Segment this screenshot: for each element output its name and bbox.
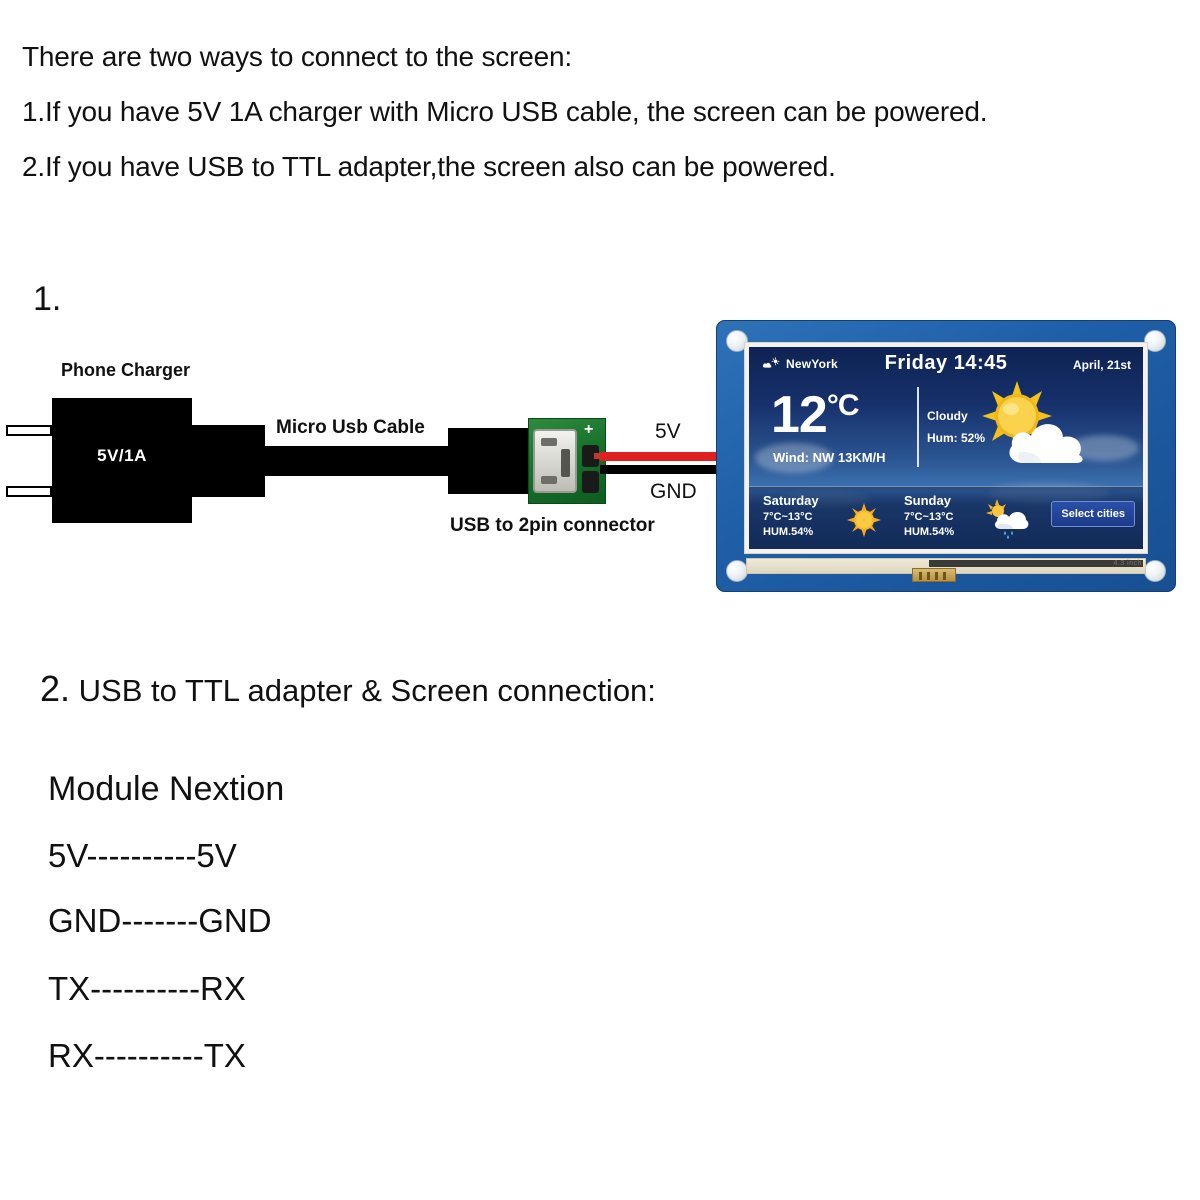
sun-behind-cloud-icon [971, 379, 1099, 475]
forecast-saturday [763, 493, 819, 538]
usb-to-2pin-connector-label: USB to 2pin connector [450, 515, 655, 536]
lcd-condition-text: Cloudy [927, 409, 968, 423]
charger-prong-top [6, 425, 52, 436]
micro-usb-cable-plug [448, 428, 536, 494]
lcd-day-time: Friday 14:45 [884, 352, 1008, 374]
pin-table-header: Module Nextion [48, 770, 285, 808]
mounting-hole-bottom-left [726, 560, 748, 582]
section-2-heading [40, 668, 656, 710]
lcd-current-temperature [771, 386, 859, 444]
micro-usb-cable-run [262, 446, 452, 476]
pin-mapping-row: GND-------GND [48, 902, 272, 939]
sun-icon [847, 503, 881, 537]
nextion-display-board [716, 320, 1176, 592]
mounting-hole-bottom-right [1144, 560, 1166, 582]
charger-rating-label: 5V/1A [97, 446, 147, 465]
intro-line-option-2: 2.If you have USB to TTL adapter,the screen also can be powered. [22, 151, 836, 182]
pin-mapping-row: TX----------RX [48, 970, 246, 1007]
wire-gnd-label: GND [650, 480, 697, 503]
lcd-city-name: NewYork [786, 357, 838, 371]
wire-5v-label: 5V [655, 420, 681, 443]
forecast-day-name: Sunday [904, 493, 951, 508]
charger-output-neck [190, 425, 265, 497]
pcb-polarity-plus-label: + [584, 421, 594, 438]
intro-line-heading: There are two ways to connect to the screen: [22, 41, 572, 72]
micro-usb-port-slot [561, 449, 570, 477]
forecast-day-name: Saturday [763, 493, 819, 508]
micro-usb-port-icon [533, 429, 577, 493]
pin-mapping-row: RX----------TX [48, 1037, 246, 1074]
pcb-pin-positive [582, 445, 599, 467]
sun-cloud-rain-icon [986, 499, 1030, 539]
board-size-code: 4.3 inch [1113, 560, 1142, 567]
lcd-humidity-text: Hum: 52% [927, 431, 986, 445]
ribbon-cable-connector [912, 568, 956, 582]
lcd-weather-screen [749, 347, 1143, 549]
lcd-forecast-strip [749, 486, 1143, 549]
lcd-date: April, 21st [1072, 358, 1131, 372]
forecast-temp-range: 7°C~13°C [904, 511, 954, 523]
lcd-temperature-unit: °C [826, 389, 859, 422]
section-1-number: 1. [33, 280, 62, 318]
lcd-bezel [744, 342, 1148, 554]
forecast-humidity: HUM.54% [763, 526, 814, 538]
phone-charger-label: Phone Charger [61, 360, 191, 380]
charger-prong-bottom [6, 486, 52, 497]
micro-usb-cable-label: Micro Usb Cable [276, 417, 425, 438]
usb-to-2pin-connector-board [528, 418, 606, 504]
pin-mapping-row: 5V----------5V [48, 837, 237, 874]
lcd-vertical-divider [917, 387, 919, 467]
forecast-temp-range: 7°C~13°C [763, 511, 813, 523]
forecast-humidity: HUM.54% [904, 526, 955, 538]
section-2-heading-text: USB to TTL adapter & Screen connection: [70, 673, 656, 708]
intro-line-option-1: 1.If you have 5V 1A charger with Micro USB cable, the screen can be powered. [22, 96, 988, 127]
lcd-temperature-value: 12 [771, 386, 827, 444]
wire-gnd-black [600, 465, 718, 474]
lcd-wind-info: Wind: NW 13KM/H [773, 450, 886, 465]
lcd-bottom-strip-dark [929, 560, 1143, 567]
pcb-pin-negative [582, 471, 599, 493]
forecast-sunday [904, 493, 954, 538]
wire-5v-red [600, 452, 718, 461]
select-cities-button[interactable]: Select cities [1051, 501, 1135, 527]
section-2-number: 2. [40, 668, 71, 709]
phone-charger-body [52, 398, 192, 523]
